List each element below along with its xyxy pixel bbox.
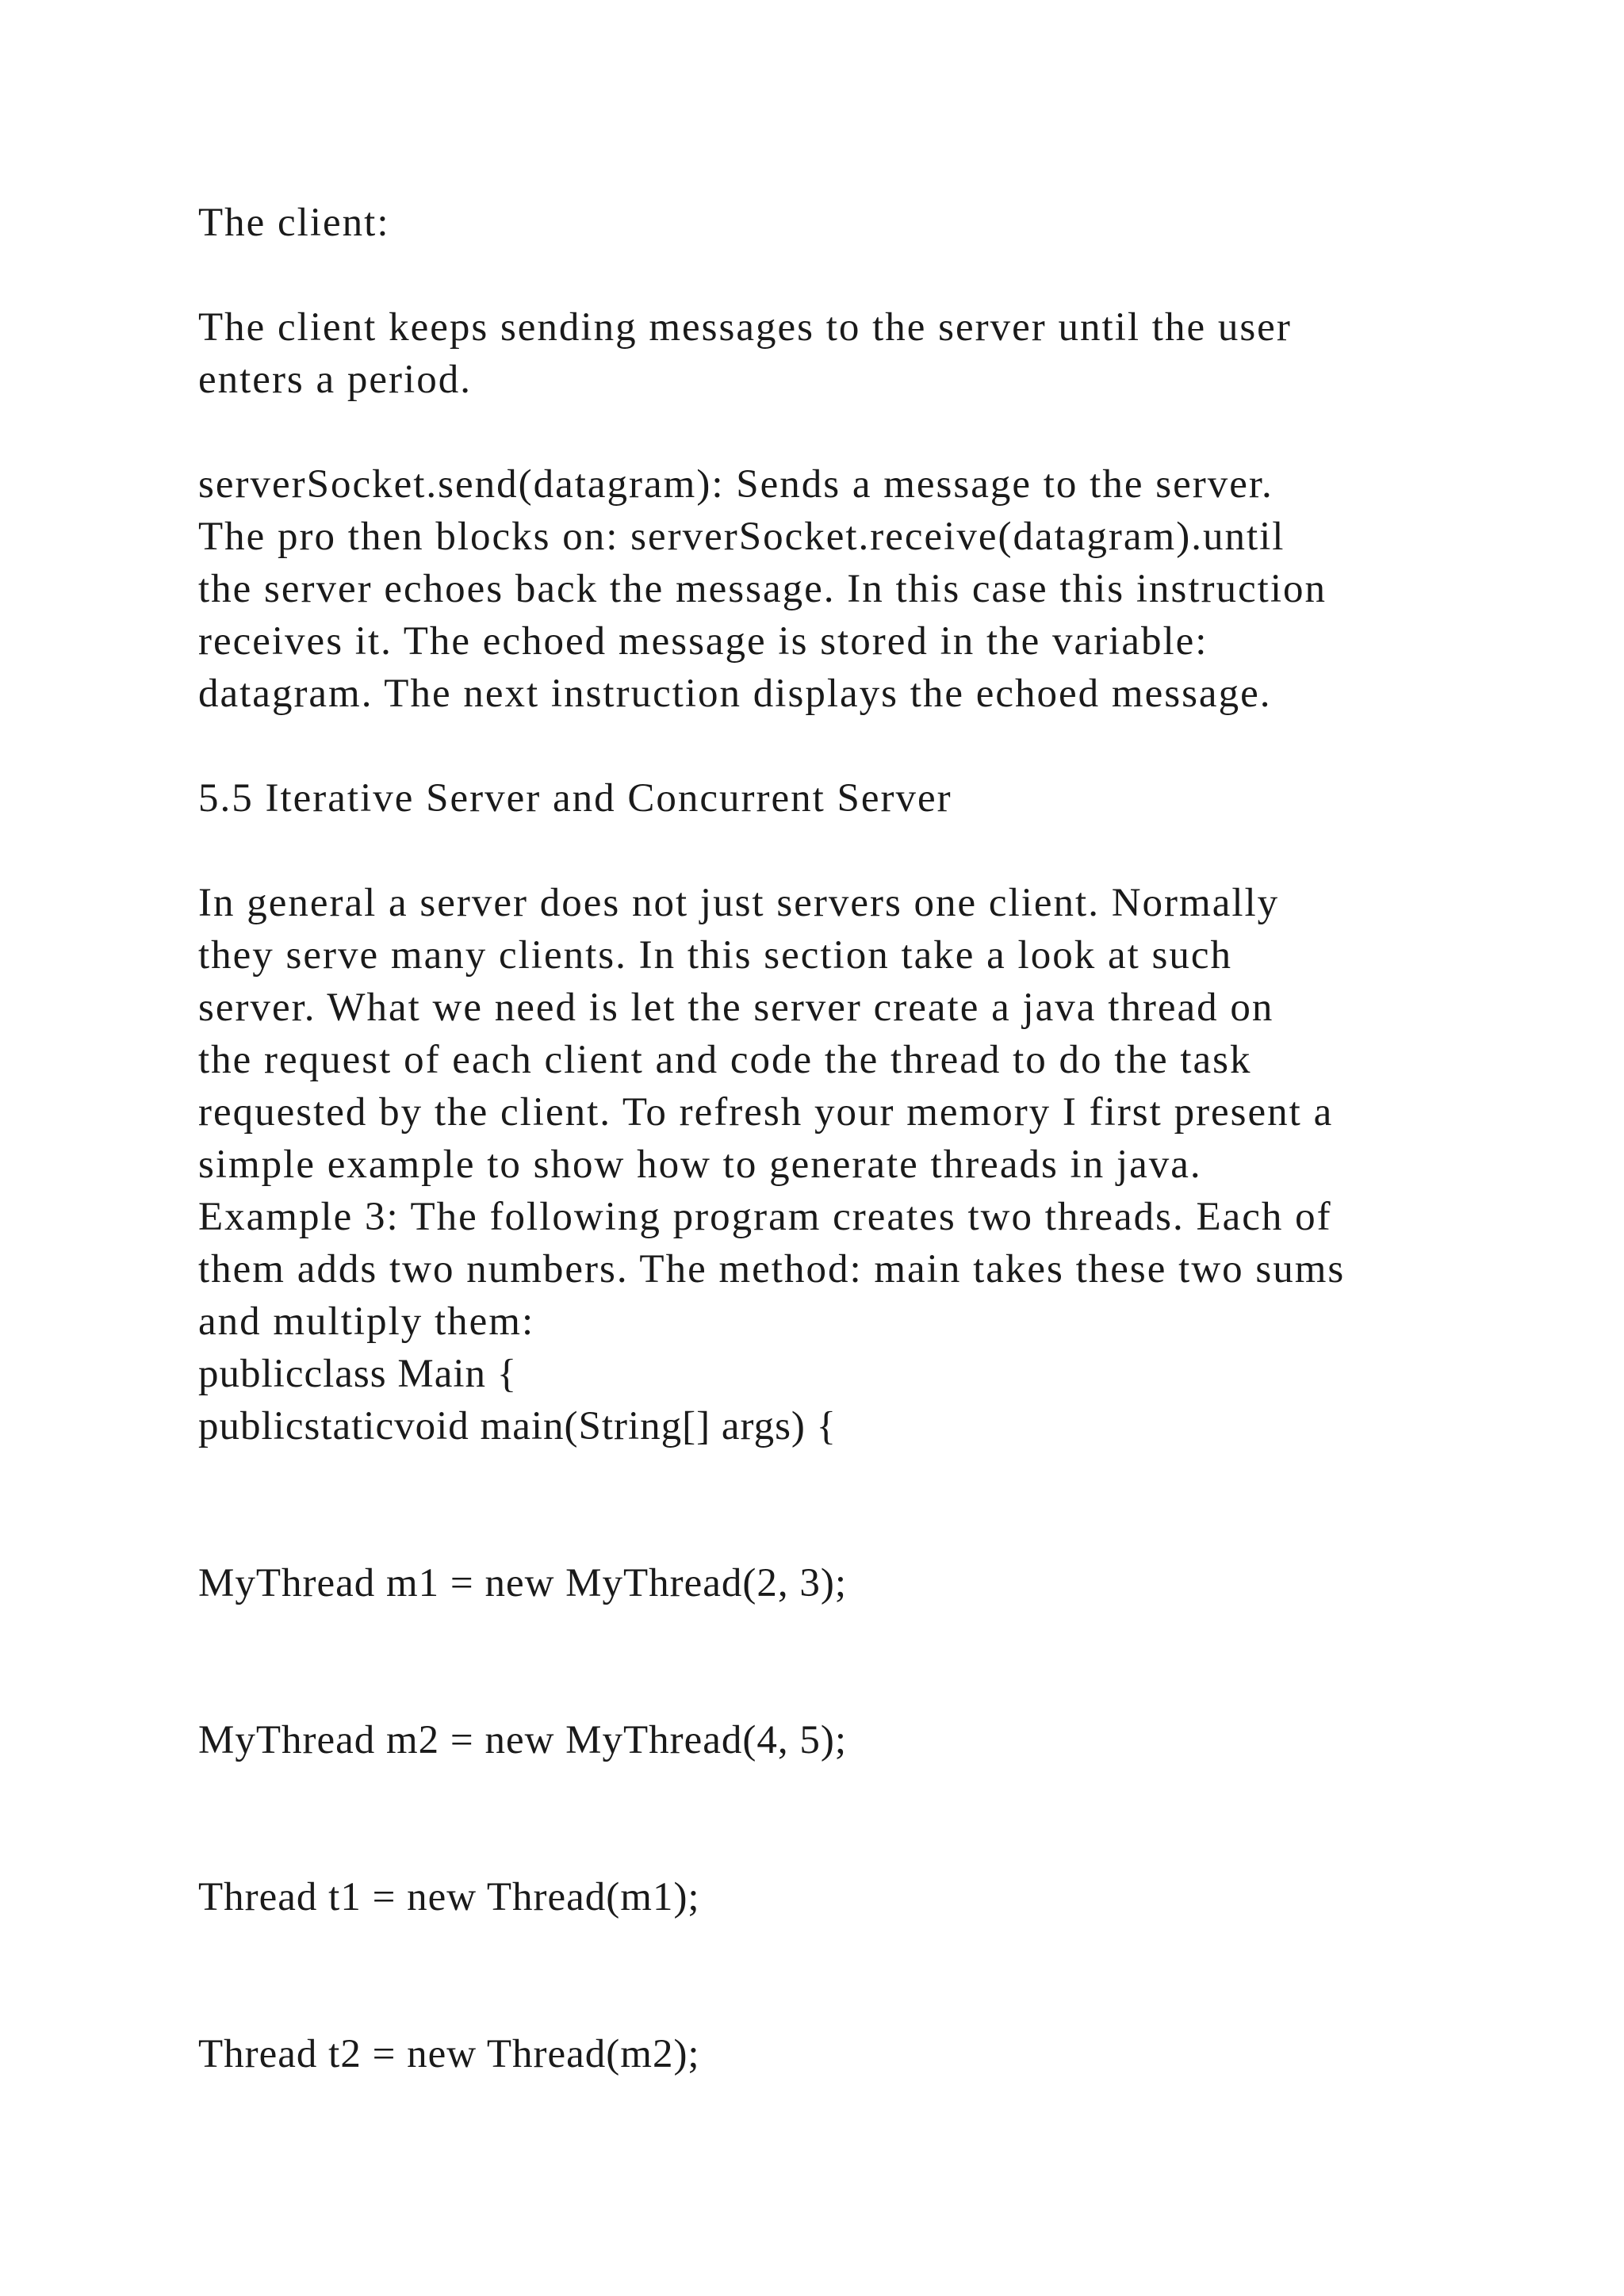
para-general-line-9: and multiply them: xyxy=(198,1299,535,1344)
code-mythread-m1: MyThread m1 = new MyThread(2, 3); xyxy=(198,1561,848,1605)
para-send-line-2: The pro then blocks on: serverSocket.receive(datagram).until xyxy=(198,515,1285,559)
para-general-line-8: them adds two numbers. The method: main takes these two sums xyxy=(198,1247,1346,1292)
para-send-line-3: the server echoes back the message. In this case this instruction xyxy=(198,567,1327,611)
code-main-declaration: publicstaticvoid main(String[] args) { xyxy=(198,1404,837,1448)
para-send-line-4: receives it. The echoed message is stored in the variable: xyxy=(198,619,1208,664)
para-send-line-5: datagram. The next instruction displays the echoed message. xyxy=(198,672,1272,716)
para-client-line-1: The client keeps sending messages to the server until the user xyxy=(198,305,1292,350)
code-mythread-m2: MyThread m2 = new MyThread(4, 5); xyxy=(198,1718,848,1762)
para-general-line-2: they serve many clients. In this section take a look at such xyxy=(198,933,1233,978)
para-general-line-4: the request of each client and code the thread to do the task xyxy=(198,1038,1252,1082)
para-general-line-6: simple example to show how to generate threads in java. xyxy=(198,1142,1202,1187)
para-general-line-5: requested by the client. To refresh your memory I first present a xyxy=(198,1090,1334,1135)
heading-client: The client: xyxy=(198,201,390,245)
para-general-line-1: In general a server does not just servers one client. Normally xyxy=(198,881,1280,925)
para-general-line-7: Example 3: The following program creates two threads. Each of xyxy=(198,1195,1332,1239)
para-client-line-2: enters a period. xyxy=(198,358,472,402)
para-send-line-1: serverSocket.send(datagram): Sends a message to the server. xyxy=(198,462,1274,507)
section-heading: 5.5 Iterative Server and Concurrent Server xyxy=(198,776,952,821)
code-thread-t2: Thread t2 = new Thread(m2); xyxy=(198,2032,700,2076)
code-thread-t1: Thread t1 = new Thread(m1); xyxy=(198,1875,700,1919)
para-general-line-3: server. What we need is let the server create a java thread on xyxy=(198,985,1274,1030)
code-class-declaration: publicclass Main { xyxy=(198,1352,518,1396)
